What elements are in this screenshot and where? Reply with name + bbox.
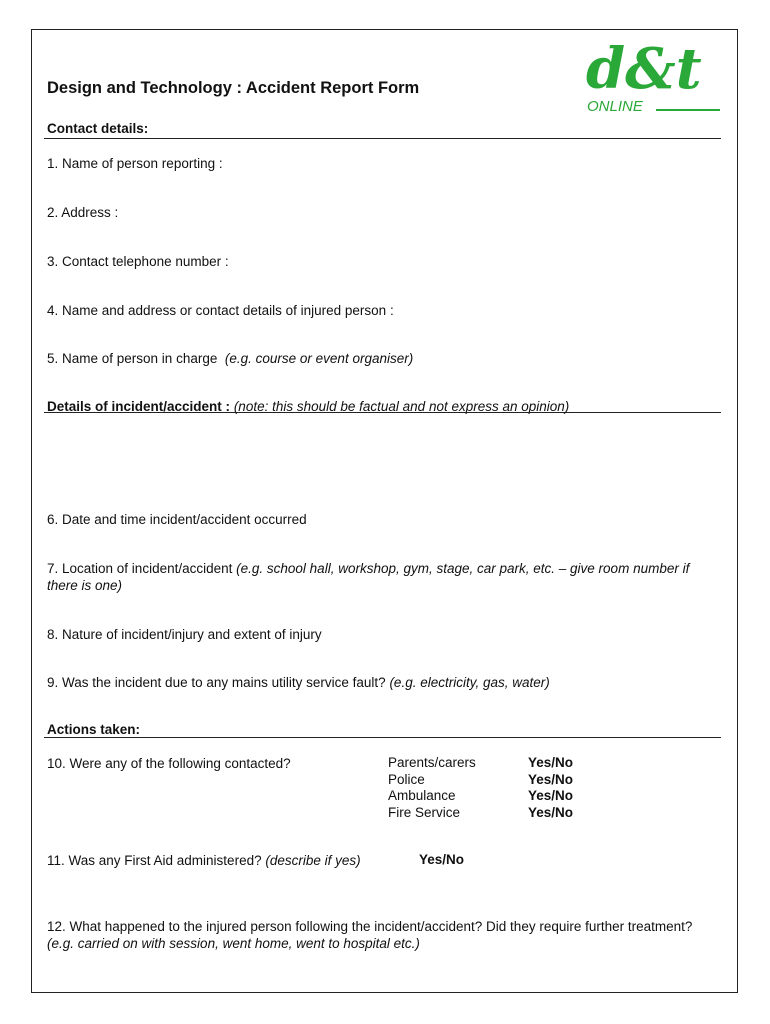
yes-no-answer[interactable]: Yes/No [528, 804, 574, 820]
contact-option-label: Fire Service [388, 804, 461, 820]
contact-option-label: Police [388, 771, 425, 787]
yes-no-answer[interactable]: Yes/No [528, 771, 574, 787]
section-divider [44, 412, 721, 413]
question-5-text: 5. Name of person in charge [47, 351, 218, 366]
question-9-hint: (e.g. electricity, gas, water) [389, 675, 550, 690]
question-11 [47, 852, 361, 869]
question-8: 8. Nature of incident/injury and extent of injury [47, 627, 322, 642]
question-5-hint: (e.g. course or event organiser) [224, 351, 414, 366]
contact-option-label: Ambulance [388, 788, 456, 803]
question-12-hint: (e.g. carried on with session, went home, went to hospital etc.) [47, 936, 420, 951]
section-actions-taken: Actions taken: [47, 722, 141, 737]
first-aid-yes-no[interactable]: Yes/No [419, 852, 465, 867]
question-4: 4. Name and address or contact details of injured person : [47, 303, 394, 318]
section-incident-title: Details of incident/accident : [47, 399, 231, 414]
section-contact-details: Contact details: [47, 121, 149, 136]
question-12 [47, 918, 707, 952]
question-5 [47, 350, 413, 367]
logo-mark: d&t [586, 36, 702, 102]
yes-no-answer[interactable]: Yes/No [528, 788, 574, 803]
question-12-text: 12. What happened to the injured person following the incident/accident? Did they require further treatment? [47, 919, 693, 934]
contact-options-list [388, 755, 476, 821]
question-9-text: 9. Was the incident due to any mains utility service fault? [47, 675, 386, 690]
question-9 [47, 674, 550, 691]
question-2: 2. Address : [47, 205, 119, 220]
question-1: 1. Name of person reporting : [47, 156, 223, 171]
logo-subtext: ONLINE [587, 98, 643, 115]
section-divider [44, 138, 721, 139]
question-3: 3. Contact telephone number : [47, 254, 229, 269]
dt-online-logo [584, 36, 724, 120]
question-11-text: 11. Was any First Aid administered? [47, 853, 262, 868]
section-divider [44, 737, 721, 738]
question-7-hint: (e.g. school hall, workshop, gym, stage, car park, etc. – give room number if there is one) [47, 561, 690, 593]
section-incident-note: (note: this should be factual and not express an opinion) [233, 399, 570, 414]
question-10: 10. Were any of the following contacted? [47, 756, 291, 771]
contact-answers-list [528, 755, 573, 821]
contact-option-label: Parents/carers [388, 755, 476, 770]
question-7 [47, 560, 707, 594]
page-title: Design and Technology : Accident Report Form [47, 79, 420, 97]
question-6: 6. Date and time incident/accident occurred [47, 512, 307, 527]
question-11-hint: (describe if yes) [265, 853, 361, 868]
question-7-text: 7. Location of incident/accident [47, 561, 233, 576]
yes-no-answer[interactable]: Yes/No [528, 755, 574, 770]
